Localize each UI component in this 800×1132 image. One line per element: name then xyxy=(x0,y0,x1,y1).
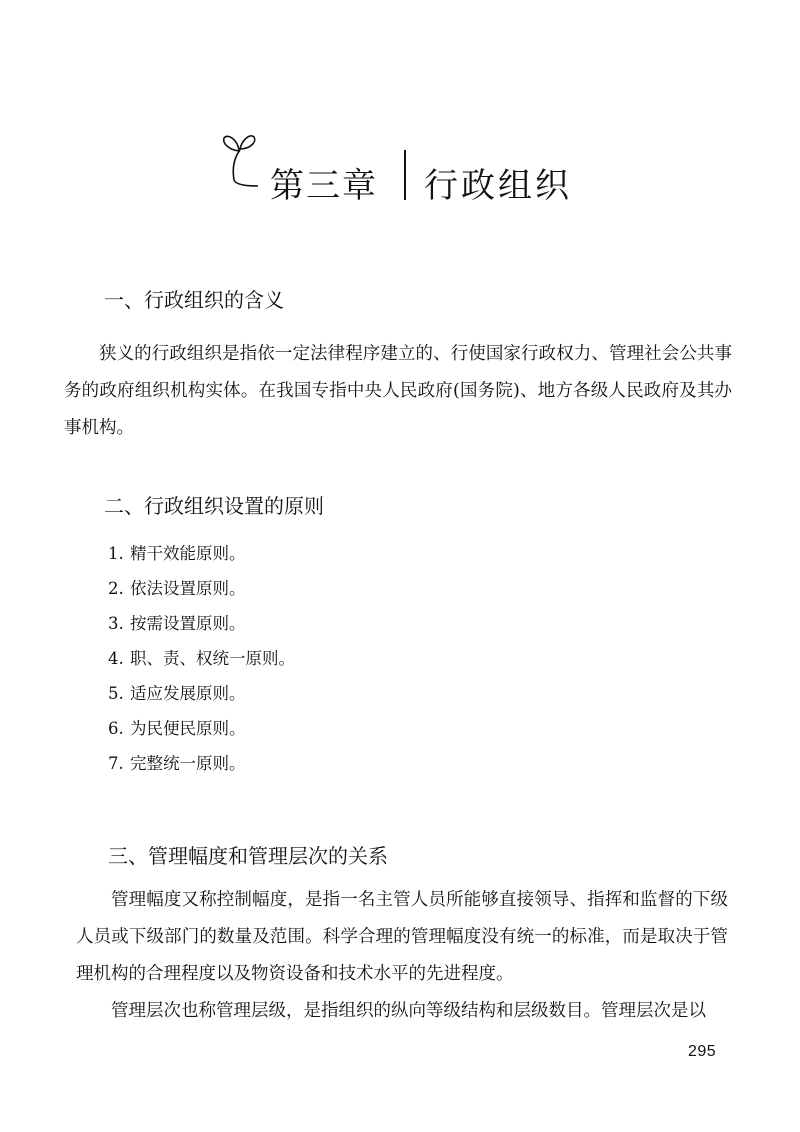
paragraph: 狭义的行政组织是指依一定法律程序建立的、行使国家行政权力、管理社会公共事务的政府组织机构实体。在我国专指中央人民政府(国务院)、地方各级人民政府及其办事机构。 xyxy=(64,344,732,438)
list-item: 2. 依法设置原则。 xyxy=(108,579,246,598)
section-heading-2: 二、行政组织设置的原则 xyxy=(104,494,324,518)
chapter-title: 行政组织 xyxy=(424,166,572,206)
list-item: 4. 职、责、权统一原则。 xyxy=(108,649,295,668)
list-item: 5. 适应发展原则。 xyxy=(108,684,246,703)
page-number: 295 xyxy=(688,1043,717,1060)
paragraph: 管理幅度又称控制幅度，是指一名主管人员所能够直接领导、指挥和监督的下级人员或下级部门的数量及范围。科学合理的管理幅度没有统一的标准，而是取决于管理机构的合理程度以及物资设备和技术水平的先进程度。 xyxy=(76,890,728,984)
section-heading-3: 三、管理幅度和管理层次的关系 xyxy=(108,844,388,868)
sprout-icon xyxy=(212,128,272,188)
list-item: 7. 完整统一原则。 xyxy=(108,754,246,773)
chapter-header xyxy=(212,128,612,206)
chapter-number: 第三章 xyxy=(270,166,378,206)
principles-list xyxy=(108,540,295,785)
list-item: 1. 精干效能原则。 xyxy=(108,544,246,563)
list-item: 6. 为民便民原则。 xyxy=(108,719,246,738)
paragraph: 管理层次也称管理层级，是指组织的纵向等级结构和层级数目。管理层次是以 xyxy=(111,1001,706,1021)
section-heading-1: 一、行政组织的含义 xyxy=(104,288,284,312)
chapter-divider xyxy=(404,150,406,200)
list-item: 3. 按需设置原则。 xyxy=(108,614,246,633)
